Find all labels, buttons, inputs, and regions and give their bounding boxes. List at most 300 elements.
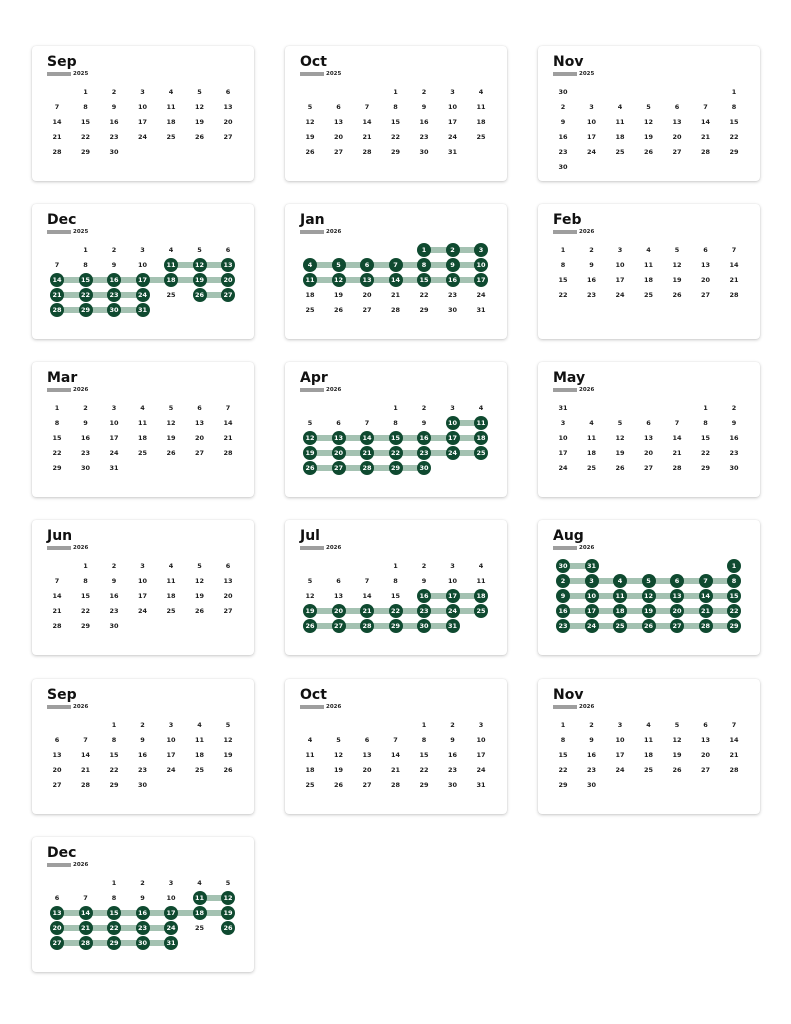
day-cell[interactable]: 24 bbox=[615, 766, 625, 774]
day-cell[interactable]: 4 bbox=[307, 736, 313, 744]
day-cell[interactable]: 17 bbox=[476, 751, 486, 759]
day-cell[interactable]: 13 bbox=[700, 261, 711, 269]
day-cell[interactable]: 11 bbox=[166, 103, 176, 111]
day-cell[interactable]: 25 bbox=[643, 766, 654, 774]
day-cell-highlighted[interactable]: 11 bbox=[474, 416, 488, 430]
day-cell[interactable]: 14 bbox=[390, 751, 401, 759]
day-cell[interactable]: 11 bbox=[476, 103, 486, 111]
day-cell[interactable]: 10 bbox=[558, 434, 568, 442]
day-cell-highlighted[interactable]: 10 bbox=[585, 589, 599, 603]
day-cell[interactable]: 31 bbox=[476, 781, 486, 789]
day-cell-highlighted[interactable]: 31 bbox=[446, 619, 460, 633]
day-cell-highlighted[interactable]: 16 bbox=[136, 906, 150, 920]
day-cell[interactable]: 26 bbox=[333, 306, 344, 314]
day-cell[interactable]: 23 bbox=[109, 607, 119, 615]
day-cell[interactable]: 6 bbox=[197, 404, 202, 412]
day-cell[interactable]: 16 bbox=[447, 751, 458, 759]
day-cell-highlighted[interactable]: 14 bbox=[699, 589, 713, 603]
day-cell[interactable]: 30 bbox=[729, 464, 739, 472]
day-cell[interactable]: 19 bbox=[333, 766, 344, 774]
day-cell[interactable]: 10 bbox=[137, 261, 148, 269]
day-cell[interactable]: 13 bbox=[333, 118, 344, 126]
day-cell[interactable]: 1 bbox=[393, 88, 398, 96]
day-cell[interactable]: 21 bbox=[700, 133, 711, 141]
day-cell[interactable]: 12 bbox=[672, 261, 682, 269]
day-cell[interactable]: 20 bbox=[52, 766, 62, 774]
day-cell-highlighted[interactable]: 30 bbox=[107, 303, 121, 317]
day-cell-highlighted[interactable]: 3 bbox=[585, 574, 599, 588]
day-cell[interactable]: 12 bbox=[615, 434, 625, 442]
day-cell[interactable]: 18 bbox=[643, 276, 654, 284]
day-cell[interactable]: 16 bbox=[586, 276, 597, 284]
day-cell[interactable]: 18 bbox=[643, 751, 654, 759]
day-cell[interactable]: 2 bbox=[421, 404, 427, 412]
day-cell[interactable]: 4 bbox=[617, 103, 623, 111]
day-cell-highlighted[interactable]: 5 bbox=[642, 574, 656, 588]
day-cell[interactable]: 9 bbox=[421, 419, 427, 427]
day-cell[interactable]: 2 bbox=[731, 404, 737, 412]
day-cell[interactable]: 2 bbox=[589, 246, 594, 254]
day-cell[interactable]: 9 bbox=[140, 894, 145, 902]
day-cell[interactable]: 13 bbox=[672, 118, 682, 126]
day-cell-highlighted[interactable]: 14 bbox=[389, 273, 403, 287]
day-cell-highlighted[interactable]: 23 bbox=[136, 921, 150, 935]
day-cell-highlighted[interactable]: 8 bbox=[727, 574, 741, 588]
day-cell[interactable]: 3 bbox=[589, 103, 594, 111]
day-cell[interactable]: 24 bbox=[166, 766, 176, 774]
day-cell[interactable]: 5 bbox=[674, 721, 680, 729]
day-cell[interactable]: 30 bbox=[419, 148, 429, 156]
day-cell-highlighted[interactable]: 13 bbox=[332, 431, 346, 445]
day-cell[interactable]: 3 bbox=[450, 562, 455, 570]
day-cell-highlighted[interactable]: 11 bbox=[303, 273, 317, 287]
day-cell-highlighted[interactable]: 1 bbox=[417, 243, 431, 257]
day-cell[interactable]: 17 bbox=[447, 118, 458, 126]
day-cell[interactable]: 14 bbox=[672, 434, 682, 442]
day-cell[interactable]: 10 bbox=[586, 118, 597, 126]
day-cell-highlighted[interactable]: 3 bbox=[474, 243, 488, 257]
day-cell[interactable]: 22 bbox=[80, 607, 91, 615]
day-cell-highlighted[interactable]: 5 bbox=[332, 258, 346, 272]
day-cell[interactable]: 14 bbox=[52, 592, 62, 600]
day-cell-highlighted[interactable]: 23 bbox=[417, 446, 431, 460]
day-cell[interactable]: 15 bbox=[109, 751, 119, 759]
day-cell-highlighted[interactable]: 24 bbox=[164, 921, 178, 935]
day-cell[interactable]: 27 bbox=[194, 449, 205, 457]
day-cell[interactable]: 15 bbox=[390, 592, 401, 600]
day-cell[interactable]: 18 bbox=[305, 291, 315, 299]
day-cell[interactable]: 8 bbox=[54, 419, 60, 427]
day-cell[interactable]: 11 bbox=[137, 419, 148, 427]
day-cell[interactable]: 5 bbox=[307, 419, 313, 427]
day-cell-highlighted[interactable]: 21 bbox=[699, 604, 713, 618]
day-cell[interactable]: 20 bbox=[223, 118, 233, 126]
day-cell[interactable]: 23 bbox=[729, 449, 739, 457]
day-cell[interactable]: 11 bbox=[476, 577, 486, 585]
day-cell-highlighted[interactable]: 29 bbox=[107, 936, 121, 950]
day-cell[interactable]: 22 bbox=[390, 133, 401, 141]
day-cell[interactable]: 14 bbox=[729, 261, 739, 269]
day-cell[interactable]: 13 bbox=[700, 736, 711, 744]
day-cell-highlighted[interactable]: 24 bbox=[136, 288, 150, 302]
day-cell[interactable]: 19 bbox=[672, 751, 682, 759]
day-cell[interactable]: 9 bbox=[111, 103, 117, 111]
day-cell[interactable]: 1 bbox=[421, 721, 427, 729]
day-cell[interactable]: 20 bbox=[333, 133, 344, 141]
day-cell[interactable]: 22 bbox=[109, 766, 119, 774]
day-cell-highlighted[interactable]: 17 bbox=[474, 273, 488, 287]
day-cell[interactable]: 20 bbox=[194, 434, 205, 442]
day-cell[interactable]: 9 bbox=[450, 736, 455, 744]
day-cell[interactable]: 28 bbox=[390, 781, 401, 789]
day-cell-highlighted[interactable]: 29 bbox=[389, 461, 403, 475]
day-cell[interactable]: 3 bbox=[140, 88, 145, 96]
day-cell[interactable]: 23 bbox=[558, 148, 568, 156]
day-cell-highlighted[interactable]: 12 bbox=[303, 431, 317, 445]
day-cell[interactable]: 21 bbox=[729, 751, 739, 759]
day-cell[interactable]: 12 bbox=[333, 751, 344, 759]
day-cell[interactable]: 16 bbox=[729, 434, 739, 442]
day-cell[interactable]: 6 bbox=[336, 419, 341, 427]
day-cell[interactable]: 12 bbox=[223, 736, 233, 744]
day-cell[interactable]: 7 bbox=[731, 246, 737, 254]
day-cell[interactable]: 15 bbox=[558, 276, 568, 284]
day-cell-highlighted[interactable]: 16 bbox=[417, 431, 431, 445]
day-cell-highlighted[interactable]: 27 bbox=[221, 288, 235, 302]
day-cell[interactable]: 6 bbox=[646, 419, 651, 427]
day-cell[interactable]: 3 bbox=[168, 879, 174, 887]
day-cell-highlighted[interactable]: 9 bbox=[446, 258, 460, 272]
day-cell[interactable]: 6 bbox=[225, 88, 231, 96]
day-cell[interactable]: 3 bbox=[140, 246, 145, 254]
day-cell[interactable]: 28 bbox=[390, 306, 401, 314]
day-cell[interactable]: 5 bbox=[197, 562, 202, 570]
day-cell[interactable]: 22 bbox=[419, 291, 429, 299]
day-cell[interactable]: 1 bbox=[83, 562, 88, 570]
day-cell[interactable]: 20 bbox=[672, 133, 682, 141]
day-cell-highlighted[interactable]: 9 bbox=[556, 589, 570, 603]
day-cell[interactable]: 3 bbox=[560, 419, 566, 427]
day-cell-highlighted[interactable]: 6 bbox=[360, 258, 374, 272]
day-cell[interactable]: 27 bbox=[223, 133, 233, 141]
day-cell[interactable]: 7 bbox=[674, 419, 680, 427]
day-cell-highlighted[interactable]: 15 bbox=[389, 431, 403, 445]
day-cell[interactable]: 25 bbox=[643, 291, 654, 299]
day-cell[interactable]: 30 bbox=[586, 781, 597, 789]
day-cell-highlighted[interactable]: 11 bbox=[613, 589, 627, 603]
day-cell[interactable]: 5 bbox=[225, 721, 231, 729]
day-cell[interactable]: 27 bbox=[643, 464, 654, 472]
day-cell[interactable]: 22 bbox=[558, 291, 568, 299]
day-cell-highlighted[interactable]: 28 bbox=[360, 619, 374, 633]
day-cell[interactable]: 6 bbox=[225, 562, 231, 570]
day-cell[interactable]: 1 bbox=[393, 404, 398, 412]
day-cell[interactable]: 9 bbox=[421, 577, 427, 585]
day-cell-highlighted[interactable]: 2 bbox=[556, 574, 570, 588]
day-cell[interactable]: 15 bbox=[700, 434, 711, 442]
day-cell[interactable]: 8 bbox=[83, 261, 88, 269]
day-cell[interactable]: 25 bbox=[166, 133, 176, 141]
day-cell[interactable]: 13 bbox=[223, 577, 233, 585]
day-cell-highlighted[interactable]: 14 bbox=[79, 906, 93, 920]
day-cell[interactable]: 13 bbox=[194, 419, 205, 427]
day-cell[interactable]: 20 bbox=[362, 291, 372, 299]
day-cell-highlighted[interactable]: 12 bbox=[642, 589, 656, 603]
day-cell[interactable]: 24 bbox=[447, 133, 458, 141]
day-cell[interactable]: 15 bbox=[729, 118, 739, 126]
day-cell[interactable]: 1 bbox=[560, 246, 566, 254]
day-cell-highlighted[interactable]: 29 bbox=[389, 619, 403, 633]
day-cell[interactable]: 6 bbox=[54, 736, 60, 744]
day-cell[interactable]: 22 bbox=[700, 449, 711, 457]
day-cell-highlighted[interactable]: 14 bbox=[360, 431, 374, 445]
day-cell[interactable]: 10 bbox=[476, 736, 486, 744]
day-cell[interactable]: 2 bbox=[111, 562, 117, 570]
day-cell[interactable]: 5 bbox=[674, 246, 680, 254]
day-cell-highlighted[interactable]: 24 bbox=[446, 604, 460, 618]
day-cell[interactable]: 10 bbox=[166, 736, 176, 744]
day-cell-highlighted[interactable]: 19 bbox=[193, 273, 207, 287]
day-cell[interactable]: 8 bbox=[83, 577, 88, 585]
day-cell[interactable]: 4 bbox=[168, 246, 174, 254]
day-cell[interactable]: 8 bbox=[111, 736, 117, 744]
day-cell[interactable]: 16 bbox=[109, 592, 119, 600]
day-cell-highlighted[interactable]: 12 bbox=[193, 258, 207, 272]
day-cell[interactable]: 20 bbox=[643, 449, 654, 457]
day-cell[interactable]: 25 bbox=[615, 148, 625, 156]
day-cell[interactable]: 30 bbox=[109, 622, 119, 630]
day-cell[interactable]: 28 bbox=[52, 622, 62, 630]
day-cell-highlighted[interactable]: 16 bbox=[417, 589, 431, 603]
day-cell[interactable]: 26 bbox=[615, 464, 625, 472]
day-cell[interactable]: 3 bbox=[617, 246, 623, 254]
day-cell-highlighted[interactable]: 19 bbox=[221, 906, 235, 920]
day-cell[interactable]: 22 bbox=[80, 133, 91, 141]
day-cell[interactable]: 6 bbox=[703, 246, 708, 254]
day-cell[interactable]: 1 bbox=[111, 879, 117, 887]
day-cell[interactable]: 17 bbox=[137, 118, 148, 126]
day-cell[interactable]: 30 bbox=[447, 306, 458, 314]
day-cell[interactable]: 18 bbox=[137, 434, 148, 442]
day-cell-highlighted[interactable]: 18 bbox=[474, 431, 488, 445]
day-cell[interactable]: 18 bbox=[476, 118, 486, 126]
day-cell[interactable]: 20 bbox=[362, 766, 372, 774]
day-cell-highlighted[interactable]: 21 bbox=[50, 288, 64, 302]
day-cell[interactable]: 7 bbox=[731, 721, 737, 729]
day-cell-highlighted[interactable]: 7 bbox=[699, 574, 713, 588]
day-cell-highlighted[interactable]: 29 bbox=[79, 303, 93, 317]
day-cell[interactable]: 14 bbox=[80, 751, 91, 759]
day-cell-highlighted[interactable]: 6 bbox=[670, 574, 684, 588]
day-cell[interactable]: 14 bbox=[700, 118, 711, 126]
day-cell[interactable]: 25 bbox=[166, 291, 176, 299]
day-cell[interactable]: 21 bbox=[672, 449, 682, 457]
day-cell[interactable]: 9 bbox=[111, 261, 117, 269]
day-cell[interactable]: 11 bbox=[643, 736, 654, 744]
day-cell[interactable]: 17 bbox=[615, 276, 625, 284]
day-cell[interactable]: 3 bbox=[111, 404, 117, 412]
day-cell-highlighted[interactable]: 23 bbox=[556, 619, 570, 633]
day-cell[interactable]: 8 bbox=[111, 894, 117, 902]
day-cell-highlighted[interactable]: 22 bbox=[79, 288, 93, 302]
day-cell-highlighted[interactable]: 13 bbox=[50, 906, 64, 920]
day-cell[interactable]: 17 bbox=[109, 434, 119, 442]
day-cell[interactable]: 13 bbox=[362, 751, 372, 759]
day-cell[interactable]: 1 bbox=[83, 88, 88, 96]
day-cell[interactable]: 29 bbox=[558, 781, 568, 789]
day-cell[interactable]: 9 bbox=[589, 736, 594, 744]
day-cell[interactable]: 9 bbox=[731, 419, 737, 427]
day-cell[interactable]: 1 bbox=[111, 721, 117, 729]
day-cell[interactable]: 11 bbox=[194, 736, 205, 744]
day-cell[interactable]: 9 bbox=[140, 736, 145, 744]
day-cell[interactable]: 26 bbox=[305, 148, 315, 156]
day-cell[interactable]: 21 bbox=[390, 766, 401, 774]
day-cell[interactable]: 21 bbox=[80, 766, 91, 774]
day-cell[interactable]: 14 bbox=[52, 118, 62, 126]
day-cell[interactable]: 7 bbox=[54, 577, 60, 585]
day-cell[interactable]: 21 bbox=[52, 607, 62, 615]
day-cell[interactable]: 12 bbox=[643, 118, 654, 126]
day-cell[interactable]: 6 bbox=[674, 103, 680, 111]
day-cell[interactable]: 16 bbox=[80, 434, 91, 442]
day-cell[interactable]: 10 bbox=[109, 419, 119, 427]
day-cell[interactable]: 1 bbox=[83, 246, 88, 254]
day-cell[interactable]: 28 bbox=[729, 766, 739, 774]
day-cell[interactable]: 26 bbox=[194, 607, 205, 615]
day-cell[interactable]: 29 bbox=[700, 464, 711, 472]
day-cell[interactable]: 5 bbox=[307, 103, 313, 111]
day-cell[interactable]: 30 bbox=[558, 163, 568, 171]
day-cell-highlighted[interactable]: 17 bbox=[446, 431, 460, 445]
day-cell[interactable]: 30 bbox=[558, 88, 568, 96]
day-cell[interactable]: 22 bbox=[52, 449, 62, 457]
day-cell[interactable]: 27 bbox=[362, 781, 372, 789]
day-cell[interactable]: 5 bbox=[307, 577, 313, 585]
day-cell[interactable]: 24 bbox=[476, 291, 486, 299]
day-cell[interactable]: 23 bbox=[447, 291, 458, 299]
day-cell[interactable]: 7 bbox=[703, 103, 708, 111]
day-cell[interactable]: 18 bbox=[586, 449, 597, 457]
day-cell[interactable]: 8 bbox=[393, 419, 398, 427]
day-cell-highlighted[interactable]: 31 bbox=[136, 303, 150, 317]
day-cell-highlighted[interactable]: 20 bbox=[332, 604, 346, 618]
day-cell-highlighted[interactable]: 4 bbox=[613, 574, 627, 588]
day-cell-highlighted[interactable]: 30 bbox=[556, 559, 570, 573]
day-cell[interactable]: 16 bbox=[109, 118, 119, 126]
day-cell[interactable]: 11 bbox=[166, 577, 176, 585]
day-cell-highlighted[interactable]: 24 bbox=[585, 619, 599, 633]
day-cell[interactable]: 22 bbox=[419, 766, 429, 774]
day-cell[interactable]: 6 bbox=[225, 246, 231, 254]
day-cell[interactable]: 2 bbox=[421, 88, 427, 96]
day-cell-highlighted[interactable]: 22 bbox=[107, 921, 121, 935]
day-cell[interactable]: 4 bbox=[168, 88, 174, 96]
day-cell-highlighted[interactable]: 15 bbox=[107, 906, 121, 920]
day-cell-highlighted[interactable]: 25 bbox=[474, 446, 488, 460]
day-cell[interactable]: 28 bbox=[672, 464, 682, 472]
day-cell[interactable]: 24 bbox=[137, 133, 148, 141]
day-cell[interactable]: 29 bbox=[390, 148, 401, 156]
day-cell[interactable]: 27 bbox=[700, 291, 711, 299]
day-cell-highlighted[interactable]: 13 bbox=[360, 273, 374, 287]
day-cell-highlighted[interactable]: 4 bbox=[303, 258, 317, 272]
day-cell[interactable]: 25 bbox=[305, 306, 315, 314]
day-cell[interactable]: 10 bbox=[166, 894, 176, 902]
day-cell[interactable]: 24 bbox=[109, 449, 119, 457]
day-cell[interactable]: 18 bbox=[194, 751, 205, 759]
day-cell[interactable]: 7 bbox=[393, 736, 398, 744]
day-cell[interactable]: 5 bbox=[225, 879, 231, 887]
day-cell[interactable]: 23 bbox=[137, 766, 148, 774]
day-cell[interactable]: 7 bbox=[364, 103, 370, 111]
day-cell[interactable]: 25 bbox=[137, 449, 148, 457]
day-cell-highlighted[interactable]: 18 bbox=[474, 589, 488, 603]
day-cell-highlighted[interactable]: 20 bbox=[50, 921, 64, 935]
day-cell-highlighted[interactable]: 30 bbox=[417, 461, 431, 475]
day-cell[interactable]: 1 bbox=[54, 404, 60, 412]
day-cell-highlighted[interactable]: 28 bbox=[360, 461, 374, 475]
day-cell[interactable]: 5 bbox=[617, 419, 623, 427]
day-cell[interactable]: 18 bbox=[166, 118, 176, 126]
day-cell[interactable]: 17 bbox=[137, 592, 148, 600]
day-cell[interactable]: 10 bbox=[137, 577, 148, 585]
day-cell[interactable]: 6 bbox=[54, 894, 60, 902]
day-cell[interactable]: 11 bbox=[615, 118, 625, 126]
day-cell[interactable]: 16 bbox=[586, 751, 597, 759]
day-cell[interactable]: 13 bbox=[52, 751, 62, 759]
day-cell[interactable]: 24 bbox=[615, 291, 625, 299]
day-cell[interactable]: 31 bbox=[558, 404, 568, 412]
day-cell[interactable]: 6 bbox=[703, 721, 708, 729]
day-cell[interactable]: 15 bbox=[419, 751, 429, 759]
day-cell[interactable]: 23 bbox=[586, 766, 597, 774]
day-cell[interactable]: 13 bbox=[643, 434, 654, 442]
day-cell[interactable]: 13 bbox=[333, 592, 344, 600]
day-cell[interactable]: 27 bbox=[333, 148, 344, 156]
day-cell[interactable]: 29 bbox=[52, 464, 62, 472]
day-cell-highlighted[interactable]: 25 bbox=[474, 604, 488, 618]
day-cell-highlighted[interactable]: 21 bbox=[360, 446, 374, 460]
day-cell-highlighted[interactable]: 18 bbox=[193, 906, 207, 920]
day-cell[interactable]: 12 bbox=[166, 419, 176, 427]
day-cell[interactable]: 31 bbox=[447, 148, 458, 156]
day-cell[interactable]: 4 bbox=[478, 404, 484, 412]
day-cell-highlighted[interactable]: 16 bbox=[107, 273, 121, 287]
day-cell-highlighted[interactable]: 31 bbox=[164, 936, 178, 950]
day-cell[interactable]: 28 bbox=[700, 148, 711, 156]
day-cell[interactable]: 18 bbox=[166, 592, 176, 600]
day-cell-highlighted[interactable]: 26 bbox=[303, 619, 317, 633]
day-cell[interactable]: 23 bbox=[109, 133, 119, 141]
day-cell[interactable]: 7 bbox=[83, 894, 88, 902]
day-cell[interactable]: 11 bbox=[643, 261, 654, 269]
day-cell[interactable]: 26 bbox=[672, 291, 682, 299]
day-cell-highlighted[interactable]: 10 bbox=[474, 258, 488, 272]
day-cell-highlighted[interactable]: 15 bbox=[417, 273, 431, 287]
day-cell-highlighted[interactable]: 12 bbox=[221, 891, 235, 905]
day-cell[interactable]: 14 bbox=[362, 118, 372, 126]
day-cell-highlighted[interactable]: 19 bbox=[642, 604, 656, 618]
day-cell-highlighted[interactable]: 18 bbox=[613, 604, 627, 618]
day-cell[interactable]: 4 bbox=[478, 88, 484, 96]
day-cell[interactable]: 15 bbox=[390, 118, 401, 126]
day-cell[interactable]: 16 bbox=[558, 133, 568, 141]
day-cell[interactable]: 2 bbox=[111, 246, 117, 254]
day-cell[interactable]: 27 bbox=[52, 781, 62, 789]
day-cell[interactable]: 31 bbox=[109, 464, 119, 472]
day-cell[interactable]: 28 bbox=[80, 781, 91, 789]
